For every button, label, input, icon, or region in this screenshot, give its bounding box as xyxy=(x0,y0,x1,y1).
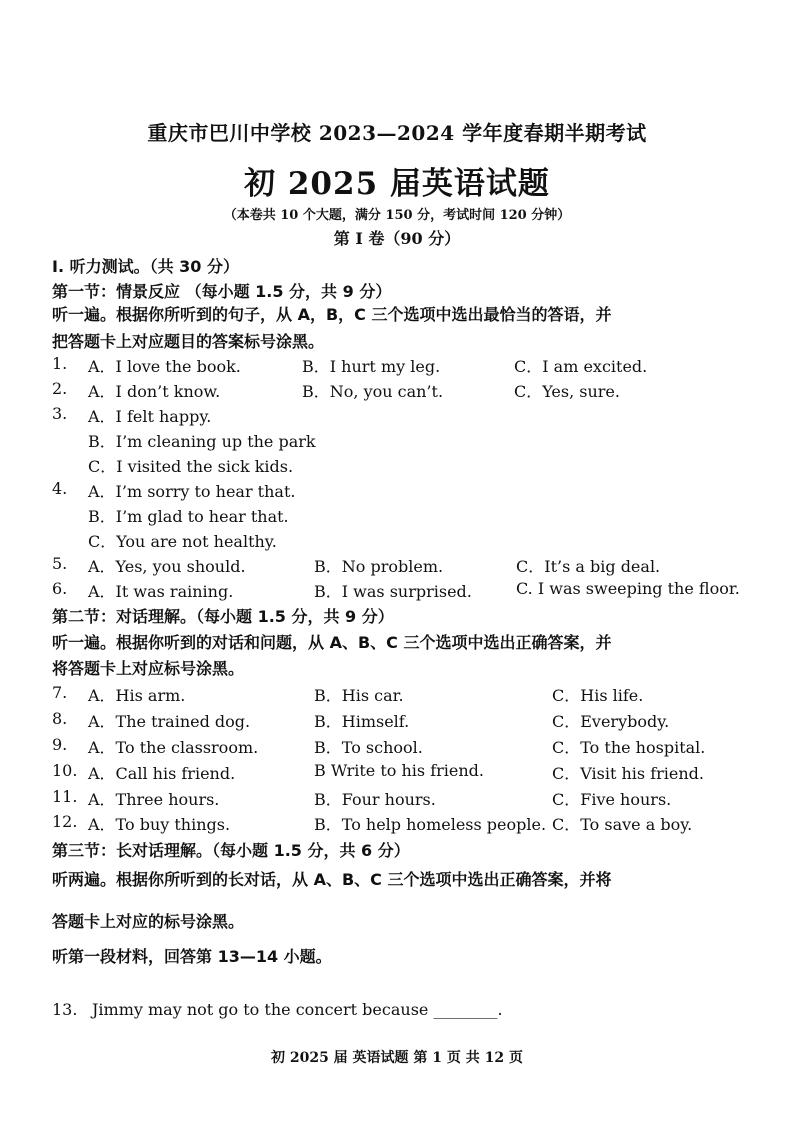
volume-heading: 第 I 卷（90 分） xyxy=(333,229,461,248)
question-number: 10. xyxy=(52,761,78,780)
question-number: 4. xyxy=(52,479,68,498)
question-number: 9. xyxy=(52,735,68,754)
question-number: 13. xyxy=(52,1000,78,1019)
section2-heading: 第二节：对话理解。（每小题 1.5 分，共 9 分） xyxy=(52,607,394,626)
option-a: A．His arm. xyxy=(88,686,186,705)
option-c: C．Everybody. xyxy=(552,712,670,731)
option-a: A．To buy things. xyxy=(88,815,231,834)
option-c: C. I was sweeping the floor. xyxy=(516,579,740,598)
option-a: A．I don’t know. xyxy=(88,382,221,401)
option-a: A．Three hours. xyxy=(88,790,220,809)
section1-instruction-cont: 把答题卡上对应题目的答案标号涂黑。 xyxy=(52,332,325,351)
option-c: C．It’s a big deal. xyxy=(516,557,661,576)
option-a: A．I love the book. xyxy=(88,357,241,376)
question-number: 8. xyxy=(52,709,68,728)
question-number: 7. xyxy=(52,683,68,702)
section3-instruction: 听两遍。根据你所听到的长对话，从 A、B、C 三个选项中选出正确答案，并将 xyxy=(52,870,612,889)
section1-heading: 第一节：情景反应 （每小题 1.5 分，共 9 分） xyxy=(52,282,392,301)
option-b: B．I was surprised. xyxy=(314,582,472,601)
section3-heading: 第三节：长对话理解。（每小题 1.5 分，共 6 分） xyxy=(52,841,410,860)
option-b: B．I’m glad to hear that. xyxy=(88,507,289,526)
option-a: A．I’m sorry to hear that. xyxy=(88,482,296,501)
option-b: B．To help homeless people. xyxy=(314,815,547,834)
option-c: C．Visit his friend. xyxy=(552,764,704,783)
section2-instruction: 听一遍。根据你听到的对话和问题，从 A、B、C 三个选项中选出正确答案，并 xyxy=(52,633,612,652)
option-b: B．Four hours. xyxy=(314,790,436,809)
option-b: B．Himself. xyxy=(314,712,410,731)
question-number: 12. xyxy=(52,812,78,831)
material-instruction: 听第一段材料，回答第 13—14 小题。 xyxy=(52,947,332,966)
option-c: C．You are not healthy. xyxy=(88,532,277,551)
option-a: A．I felt happy. xyxy=(88,407,212,426)
question-number: 3. xyxy=(52,404,68,423)
question-text: Jimmy may not go to the concert because ________. xyxy=(92,1000,503,1019)
question-number: 11. xyxy=(52,787,78,806)
option-b: B．To school. xyxy=(314,738,423,757)
option-c: C．To the hospital. xyxy=(552,738,706,757)
option-b: B．No, you can’t. xyxy=(302,382,444,401)
option-b: B．His car. xyxy=(314,686,404,705)
option-c: C．I visited the sick kids. xyxy=(88,457,294,476)
option-b: B．I hurt my leg. xyxy=(302,357,441,376)
page-footer: 初 2025 届 英语试题 第 1 页 共 12 页 xyxy=(270,1050,524,1066)
section3-instruction-cont: 答题卡上对应的标号涂黑。 xyxy=(52,912,245,931)
part1-heading: I. 听力测试。（共 30 分） xyxy=(52,257,240,276)
section2-instruction-cont: 将答题卡上对应标号涂黑。 xyxy=(52,659,245,678)
option-b: B Write to his friend. xyxy=(314,761,484,780)
option-a: A．Yes, you should. xyxy=(88,557,246,576)
option-a: A．To the classroom. xyxy=(88,738,259,757)
school-exam-line: 重庆市巴川中学校 2023—2024 学年度春期半期考试 xyxy=(147,121,647,145)
option-c: C．To save a boy. xyxy=(552,815,693,834)
question-number: 5. xyxy=(52,554,68,573)
question-number: 6. xyxy=(52,579,68,598)
question-number: 1. xyxy=(52,354,68,373)
option-a: A．It was raining. xyxy=(88,582,234,601)
option-c: C．His life. xyxy=(552,686,644,705)
option-a: A．Call his friend. xyxy=(88,764,236,783)
section1-instruction: 听一遍。根据你所听到的句子，从 A，B，C 三个选项中选出最恰当的答语，并 xyxy=(52,305,612,324)
question-number: 2. xyxy=(52,379,68,398)
option-b: B．I’m cleaning up the park xyxy=(88,432,316,451)
option-a: A．The trained dog. xyxy=(88,712,251,731)
option-c: C．Yes, sure. xyxy=(514,382,620,401)
option-c: C．I am excited. xyxy=(514,357,648,376)
option-c: C．Five hours. xyxy=(552,790,672,809)
exam-info: （本卷共 10 个大题，满分 150 分，考试时间 120 分钟） xyxy=(223,208,571,223)
exam-title: 初 2025 届英语试题 xyxy=(244,166,550,202)
option-b: B．No problem. xyxy=(314,557,444,576)
